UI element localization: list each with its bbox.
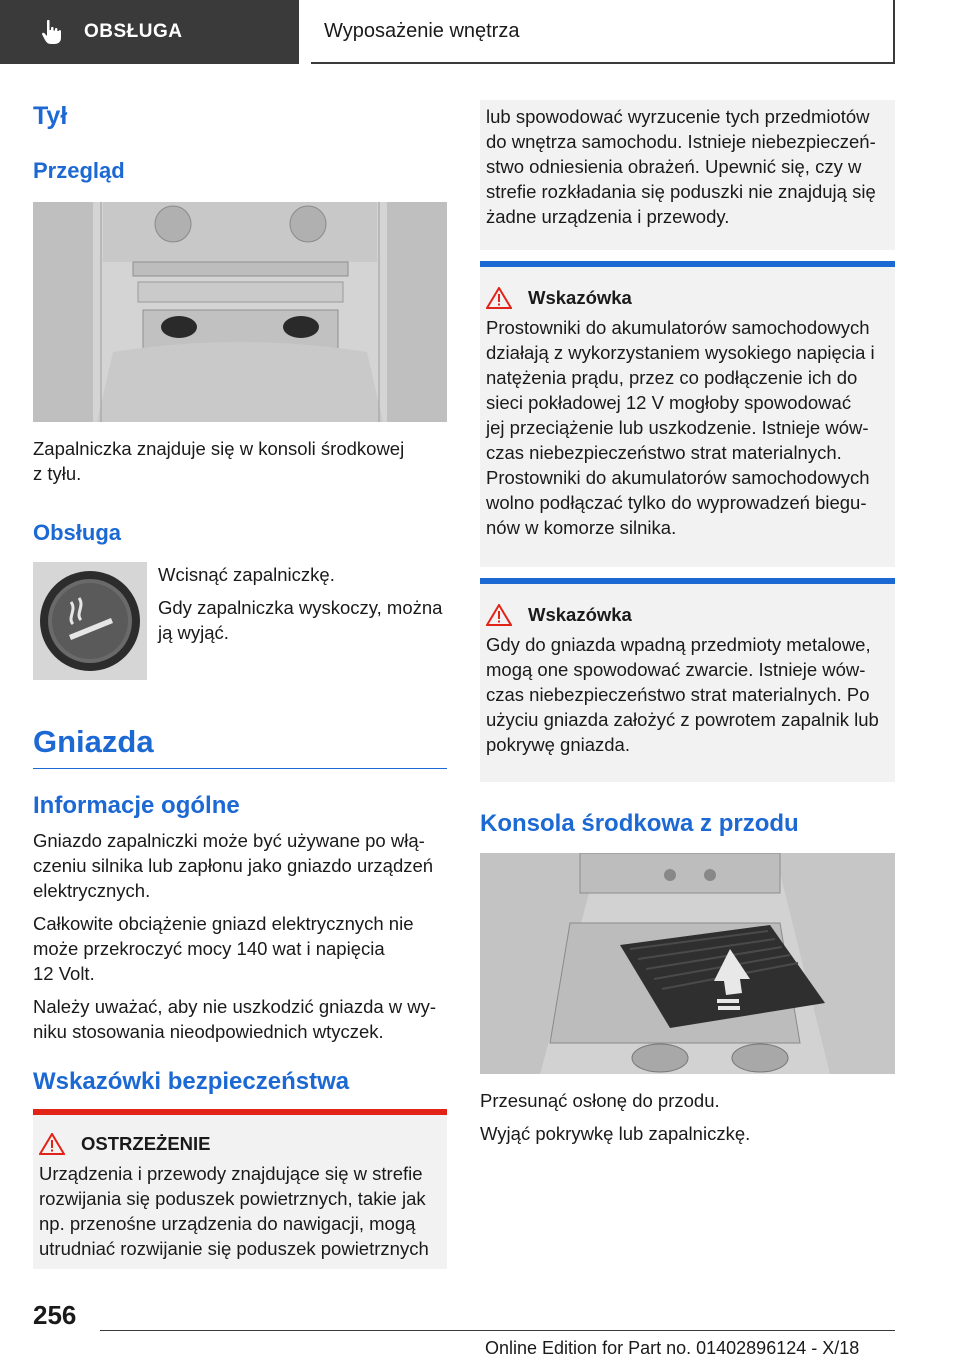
footer-divider <box>100 1330 895 1331</box>
warning-title: OSTRZEŻENIE <box>81 1133 211 1154</box>
heading-obsluga: Obsługa <box>33 520 122 545</box>
warning-triangle-icon <box>39 1133 65 1155</box>
heading-gniazda: Gniazda <box>33 724 447 769</box>
chapter-title: Wyposażenie wnętrza <box>311 0 895 64</box>
konsola-step1: Przesunąć osłonę do przodu. <box>480 1090 720 1111</box>
lighter-button-image <box>33 562 147 680</box>
section-label: OBSŁUGA <box>84 21 183 42</box>
footer-edition: Online Edition for Part no. 01402896124 - X/18 <box>485 1338 860 1358</box>
heading-przeglad: Przegląd <box>33 158 125 183</box>
heading-safety: Wskazówki bezpieczeństwa <box>33 1068 350 1095</box>
hand-pointer-icon <box>40 19 64 45</box>
section-tab[interactable] <box>0 0 299 64</box>
warning-box <box>33 1115 447 1269</box>
warning-triangle-icon <box>486 604 512 626</box>
obsluga-step2: Gdy zapalniczka wyskoczy, można ją wyjąć. <box>158 597 443 643</box>
front-console-image <box>480 853 895 1074</box>
note1-title: Wskazówka <box>528 287 632 308</box>
heading-konsola: Konsola środkowa z przodu <box>480 810 799 837</box>
page-number: 256 <box>33 1300 77 1330</box>
konsola-step2: Wyjąć pokrywkę lub zapalniczkę. <box>480 1123 751 1144</box>
warning-text: Urządzenia i przewody znajdujące się w strefie rozwijania się poduszek powietrznych, takie jak np. przenośne urządzenia do nawigacji, mogą utrudniać rozwijanie się poduszek powietrznych <box>39 1163 429 1259</box>
rear-console-image <box>33 202 447 422</box>
note2-title: Wskazówka <box>528 604 632 625</box>
warning-box-continued: lub spowodować wyrzucenie tych przedmiotów do wnętrza samochodu. Istnieje niebezpieczeń‐ stwo odniesienia obrażeń. Upewnić się, czy w strefie rozkładania się poduszki nie znajdują się żadne urządzenia i przewody. <box>480 100 895 250</box>
note2-text: Gdy do gniazda wpadną przedmioty metalowe, mogą one spowodować zwarcie. Istnieje wów‐ czas niebezpieczeństwo strat materialnych. Po użyciu gniazda założyć z powrotem zapalnik lub pokrywę gniazda. <box>486 634 879 755</box>
note1-text: Prostowniki do akumulatorów samochodowych działają z wykorzystaniem wysokiego napięcia i natężenia prądu, przez co podłączenie ich do sieci pokładowej 12 V mogłoby spowodować jej przeciążenie lub uszkodzenie. Istnieje wów‐ czas niebezpieczeństwo strat materialnych. Prostowniki do akumulatorów samochodowych wolno podłączać tylko do wyprowadzeń biegu‐ nów w komorze silnika. <box>486 317 875 538</box>
note2-box <box>480 584 895 782</box>
image1-caption: Zapalniczka znajduje się w konsoli środkowej z tyłu. <box>33 438 405 484</box>
info-body: Gniazdo zapalniczki może być używane po włą‐ czeniu silnika lub zapłonu jako gniazdo urządzeń elektrycznych. Całkowite obciążenie gniazd elektrycznych nie może przekroczyć mocy 140 wat i napięcia 12 Volt. Należy uważać, aby nie uszkodzić gniazda w wy‐ niku stosowania nieodpowiednich wtyczek. <box>33 830 437 1042</box>
heading-tyl: Tył <box>33 102 68 130</box>
obsluga-step1: Wcisnąć zapalniczkę. <box>158 564 335 585</box>
heading-informacje: Informacje ogólne <box>33 792 240 819</box>
note1-box <box>480 267 895 567</box>
warning-triangle-icon <box>486 287 512 309</box>
